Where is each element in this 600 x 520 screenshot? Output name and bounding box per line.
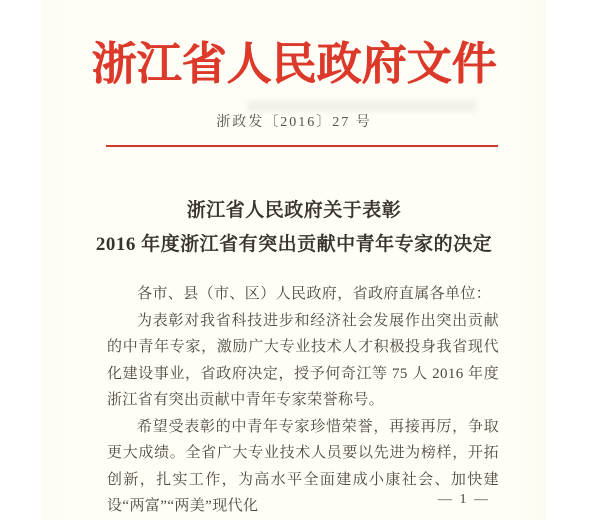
body-paragraph-2: 希望受表彰的中青年专家珍惜荣誉，再接再厉，争取更大成绩。全省广大专业技术人员要以先进为榜样，开拓创新，扎实工作，为高水平全面建成小康社会、加快建设“两富”“两美”现代化 [107, 418, 499, 514]
page-number: — 1 — [438, 492, 490, 507]
red-divider-line [106, 145, 498, 147]
scan-bleed-artifact [247, 100, 477, 112]
document-reference-number: 浙政发〔2016〕27 号 [216, 115, 372, 130]
document-title [42, 194, 546, 262]
document-title-line-2: 2016 年度浙江省有突出贡献中青年专家的决定 [95, 234, 493, 255]
body-paragraph-1: 为表彰对我省科技进步和经济社会发展作出突出贡献的中青年专家，激励广大专业技术人才积极投身我省现代化建设事业，省政府决定，授予何奇江等 75 人 2016 年度浙江省有突出贡献中青年专家荣誉称号。 [107, 312, 499, 408]
document-body [107, 281, 499, 520]
document-title-line-1: 浙江省人民政府关于表彰 [186, 200, 402, 221]
letterhead-title: 浙江省人民政府文件 [91, 39, 497, 90]
salutation-line: 各市、县（市、区）人民政府，省政府直属各单位： [137, 286, 492, 302]
